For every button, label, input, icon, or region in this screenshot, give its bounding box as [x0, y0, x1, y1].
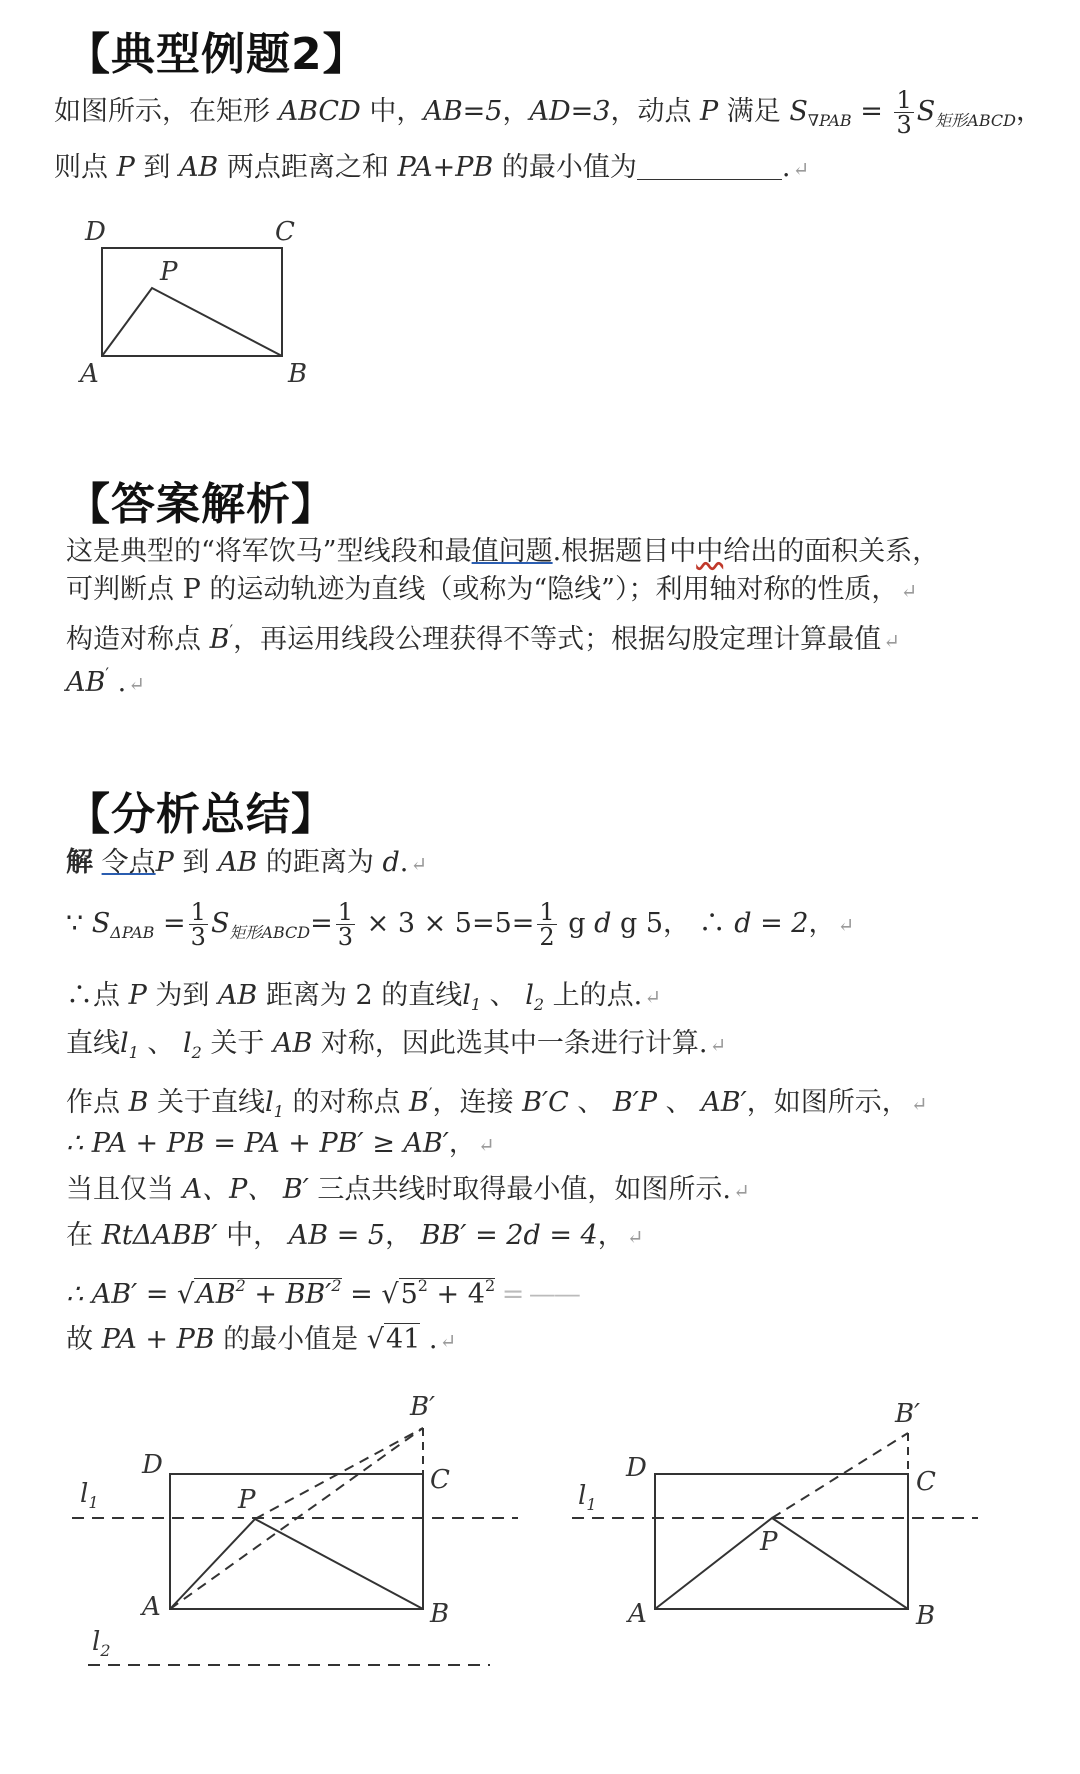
problem-line-1: 如图所示，在矩形 ABCD 中，AB=5，AD=3，动点 P 满足 $S_{\nabla PAB}$ = $\frac{1}{3}$ $S_{矩形ABCD}$， [54, 86, 1043, 139]
label-b-prime: B′ [410, 1392, 436, 1422]
label-a: A [628, 1599, 647, 1629]
label-l1: $l_1$ [578, 1481, 597, 1514]
solution-line-6: ∴ PA + PB = PA + PB′ ≥ AB′， ↵ [66, 1128, 495, 1159]
answer-line-4: AB′ . ↵ [66, 664, 145, 698]
figure-reflection-left [60, 1370, 540, 1700]
solution-line-2: ∵ $S_{\Delta PAB}$ = $\frac{1}{3}$ $S_{矩形ABCD}=$ $\frac{1}{3}$ × 3 × 5=5= $\frac{1}{2}$ g d g 5， ∴ d = 2， ↵ [66, 898, 855, 951]
label-b: B [916, 1601, 936, 1631]
solution-line-10: 故 PA + PB 的最小值是 √41 . ↵ [66, 1324, 457, 1355]
label-c: C [916, 1467, 936, 1497]
rectangle-abcd [655, 1474, 908, 1609]
label-d: D [626, 1453, 647, 1483]
dashed-a-b-prime [170, 1428, 423, 1609]
label-l2: $l_2$ [92, 1627, 111, 1660]
example-title: 【典型例题2】 [66, 29, 368, 80]
answer-line-2: 可判断点 P 的运动轨迹为直线（或称为“隐线”）；利用轴对称的性质， ↵ [66, 574, 918, 605]
label-a: A [142, 1592, 161, 1622]
label-p: P [760, 1527, 778, 1557]
answer-line-3: 构造对称点 B′，再运用线段公理获得不等式；根据勾股定理计算最值 ↵ [66, 621, 900, 655]
label-d: D [85, 217, 106, 247]
dashed-p-b-prime [772, 1433, 908, 1518]
answer-line-1: 这是典型的“将军饮马”型线段和最值问题.根据题目中中给出的面积关系， [66, 536, 940, 567]
solution-line-5: 作点 B 关于直线$l_1$ 的对称点 B′，连接 B′C 、 B′P 、 AB′，如图所示， ↵ [66, 1084, 928, 1121]
solution-line-8: 在 RtΔABB′ 中， AB = 5， BB′ = 2d = 4， ↵ [66, 1220, 644, 1251]
figure-reflection-right [560, 1370, 980, 1660]
label-d: D [142, 1450, 163, 1480]
label-c: C [275, 217, 295, 247]
figure-rectangle-problem [70, 210, 330, 390]
segments-pa-pb [102, 288, 282, 356]
fraction-one-third: $\frac{1}{3}$ [896, 86, 912, 139]
summary-title: 【分析总结】 [66, 789, 336, 840]
label-c: C [430, 1465, 450, 1495]
solution-line-4: 直线$l_1$ 、 $l_2$ 关于 AB 对称，因此选其中一条进行计算. ↵ [66, 1028, 727, 1062]
segments-pa-pb [655, 1518, 908, 1609]
answer-blank [637, 153, 782, 180]
label-b: B [288, 359, 308, 389]
solution-line-7: 当且仅当 A、P、 B′ 三点共线时取得最小值，如图所示. ↵ [66, 1174, 750, 1205]
label-a: A [80, 359, 99, 389]
label-p: P [160, 257, 178, 287]
label-b-prime: B′ [895, 1399, 921, 1429]
solution-line-3: ∴点 P 为到 AB 距离为 2 的直线$l_1$ 、 $l_2$ 上的点. ↵ [66, 980, 661, 1014]
label-p: P [238, 1485, 256, 1515]
label-l1: $l_1$ [80, 1479, 99, 1512]
label-b: B [430, 1599, 450, 1629]
rectangle-abcd [102, 248, 282, 356]
solution-line-1: 解 令点P 到 AB 的距离为 d. ↵ [66, 847, 428, 878]
solution-line-9: ∴ $AB' = √AB^2 + BB'^2 = √5^2 + 4^2$ = —— [66, 1276, 579, 1310]
problem-line-2: 则点 P 到 AB 两点距离之和 PA+PB 的最小值为 . ↵ [54, 152, 810, 183]
answer-title: 【答案解析】 [66, 479, 336, 530]
segments-pa-pb [170, 1519, 423, 1609]
